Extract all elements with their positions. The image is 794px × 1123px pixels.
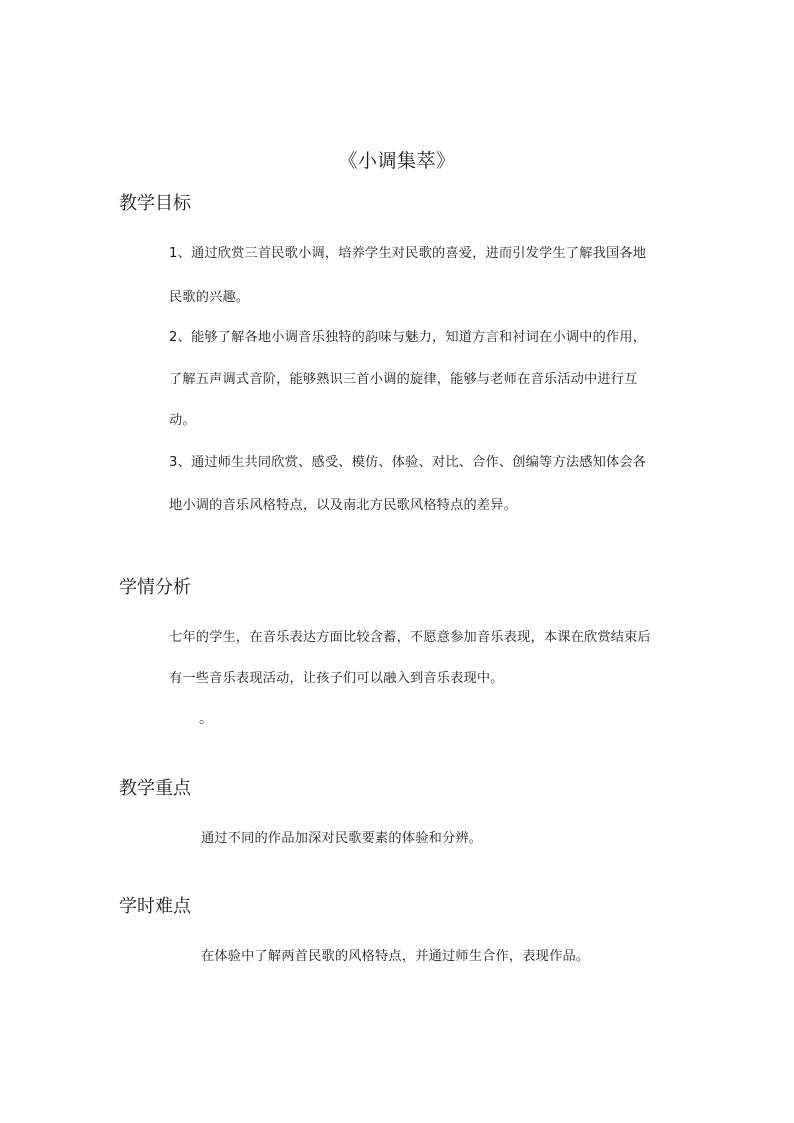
heading-objectives: 教学目标 <box>119 193 191 214</box>
objectives-line-3: 2、能够了解各地小调音乐独特的韵味与魅力，知道方言和衬词在小调中的作用， <box>169 330 647 345</box>
objectives-line-7: 地小调的音乐风格特点，以及南北方民歌风格特点的差异。 <box>169 498 518 513</box>
objectives-line-4: 了解五声调式音阶，能够熟识三首小调的旋律，能够与老师在音乐活动中进行互 <box>169 372 638 387</box>
objectives-line-2: 民歌的兴趣。 <box>169 290 250 305</box>
key-points-text: 通过不同的作品加深对民歌要素的体验和分辨。 <box>201 831 483 846</box>
objectives-line-5: 动。 <box>169 413 196 428</box>
objectives-line-6: 3、通过师生共同欣赏、感受、模仿、体验、对比、合作、创编等方法感知体会各 <box>169 455 647 470</box>
heading-analysis: 学情分析 <box>119 577 191 598</box>
difficulties-text: 在体验中了解两首民歌的风格特点，并通过师生合作，表现作品。 <box>201 949 590 964</box>
analysis-stray-mark: 。 <box>199 711 213 727</box>
heading-difficulties: 学时难点 <box>119 896 191 917</box>
page-title: 《小调集萃》 <box>338 150 456 172</box>
heading-key-points: 教学重点 <box>119 778 191 799</box>
analysis-line-1: 七年的学生，在音乐表达方面比较含蓄，不愿意参加音乐表现，本课在欣赏结束后 <box>169 630 651 645</box>
objectives-line-1: 1、通过欣赏三首民歌小调，培养学生对民歌的喜爱，进而引发学生了解我国各地 <box>169 246 647 261</box>
analysis-line-2: 有一些音乐表现活动，让孩子们可以融入到音乐表现中。 <box>169 671 504 686</box>
